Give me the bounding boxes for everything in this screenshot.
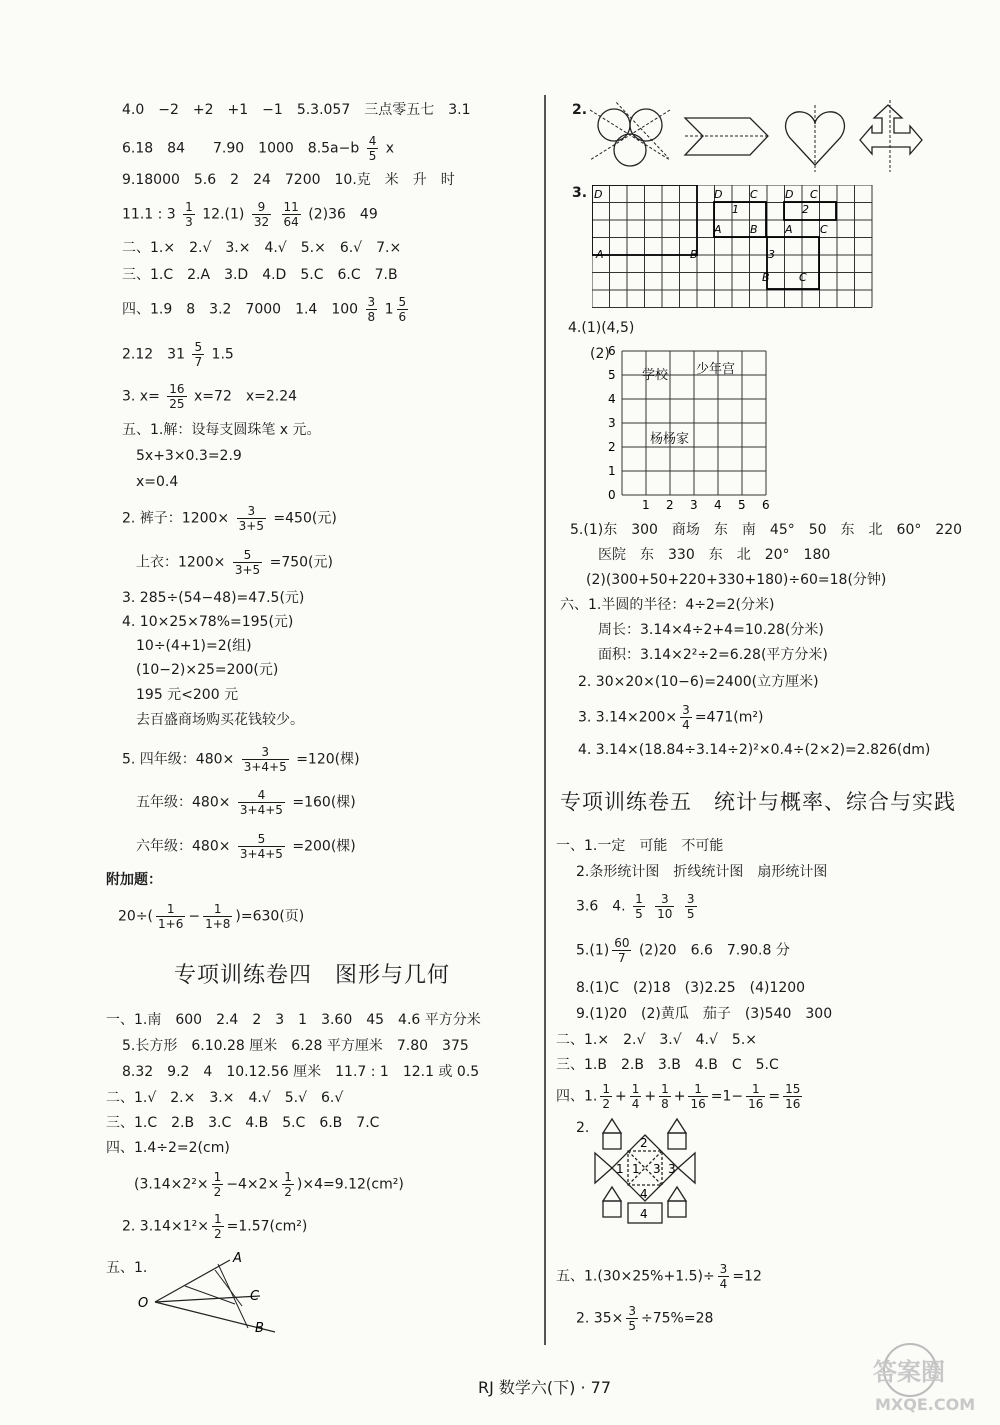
numerator: 1: [746, 1082, 765, 1097]
fraction: [783, 1082, 802, 1111]
denominator: 7: [618, 951, 626, 965]
q4-part2-label: (2): [590, 346, 610, 362]
school-label: 学校: [642, 368, 669, 383]
q3-label: 3.: [572, 185, 588, 201]
castle-label: 3: [668, 1162, 676, 1176]
text: =200(棵): [292, 838, 356, 855]
stat-section-2: 二、1.× 2.√ 3.√ 4.√ 5.×: [556, 1032, 758, 1048]
grid-label: C: [820, 223, 828, 236]
numerator: 5: [398, 295, 407, 309]
grid-label: D: [785, 188, 794, 201]
fraction: [252, 200, 271, 229]
shape-outline: [767, 237, 819, 289]
text: 12.(1): [202, 206, 245, 223]
text: 四、1.: [556, 1088, 598, 1105]
page-footer: RJ 数学六(下) · 77: [478, 1378, 612, 1397]
section-2-answers: 二、1.× 2.√ 3.× 4.√ 5.× 6.√ 7.×: [122, 240, 402, 256]
section-5-q5-line-2: [136, 788, 356, 817]
text: 五、1.(30×25%+1.5)÷: [556, 1268, 715, 1285]
denominator: 1+8: [205, 917, 231, 931]
numerator: 1: [213, 1212, 222, 1226]
numerator: 3: [237, 504, 266, 519]
q5-line-3: (2)(300+50+220+330+180)÷60=18(分钟): [586, 572, 887, 588]
x-tick-label: 6: [762, 498, 770, 512]
text: 1: [384, 301, 394, 318]
geo-section-1-line-1: 一、1.南 600 2.4 2 3 1 3.60 45 4.6 平方分米: [106, 1012, 481, 1028]
grid-label: 2: [802, 203, 809, 216]
grid-figure: [592, 185, 892, 310]
q5-line-2: 医院 东 330 东 北 20° 180: [598, 547, 831, 563]
geo-section-1-line-3: 8.32 9.2 4 10.12.56 厘米 11.7 : 1 12.1 或 0.5: [122, 1064, 480, 1080]
bonus-answer: [118, 902, 304, 931]
text: =750(元): [269, 554, 333, 571]
fraction: [282, 1170, 294, 1199]
x-tick-label: 2: [666, 498, 674, 512]
numerator: 3: [655, 892, 674, 907]
denominator: 3+4+5: [243, 760, 287, 774]
numerator: 3: [628, 1304, 636, 1318]
section-5-q5-line-3: [136, 832, 356, 861]
fraction: [212, 1170, 224, 1199]
numerator: 3: [682, 703, 690, 717]
text: 五年级：480×: [136, 794, 231, 811]
symmetry-figures: [590, 100, 950, 175]
stat-section-1-q9: 9.(1)20 (2)黄瓜 茄子 (3)540 300: [576, 1006, 833, 1022]
equation: 10÷(4+1)=2(组): [136, 638, 252, 654]
perimeter-calc: 周长：3.14×4÷2+4=10.28(分米): [598, 622, 824, 638]
text: =120(棵): [296, 751, 360, 768]
y-tick-label: 6: [608, 345, 616, 358]
castle-label: 4: [640, 1207, 648, 1221]
text: 3.6 4.: [576, 898, 626, 915]
numerator: 1: [631, 1082, 640, 1096]
denominator: 16: [785, 1097, 801, 1111]
numerator: 1: [185, 200, 193, 214]
section-4-line-3: [122, 382, 297, 411]
fraction: [366, 295, 378, 324]
ray-oc: [155, 1296, 260, 1302]
numerator: 1: [688, 1082, 707, 1097]
numerator: 9: [252, 200, 271, 215]
geo-section-2: 二、1.√ 2.× 3.× 4.√ 5.√ 6.√: [106, 1090, 344, 1106]
text: )×4=9.12(cm²): [296, 1176, 404, 1193]
section-4-line-2: [122, 340, 234, 369]
denominator: 10: [657, 907, 673, 921]
text: =450(元): [273, 510, 337, 527]
label-o: O: [138, 1296, 149, 1311]
stat-section-4-q1: 四、1. $\frac{1}{2}$ + $\frac{1}{4}$ + $\frac{1}{8}$ + $\frac{1}{16}$ =1− $\frac{1}{16}$ = $\frac{15}{16}$: [556, 1082, 801, 1111]
tower-roof: [668, 1119, 686, 1133]
numerator: 11: [283, 200, 299, 214]
column-divider: [544, 95, 546, 1345]
stat-section-5-q2: [576, 1304, 713, 1333]
grid-label: D: [714, 188, 723, 201]
y-tick-label: 3: [608, 416, 616, 430]
castle-figure: [590, 1115, 700, 1240]
fraction: [680, 703, 692, 732]
x-tick-label: 4: [714, 498, 722, 512]
tower: [668, 1201, 686, 1217]
stat-section-1-q1: 一、1.一定 可能 不可能: [556, 838, 724, 854]
castle-label: 1: [632, 1162, 640, 1176]
text: x=72 x=2.24: [194, 388, 298, 405]
denominator: 6: [398, 310, 407, 324]
denominator: 64: [283, 215, 299, 229]
fraction: [156, 902, 185, 931]
geo-section-5-label: 五、1.: [106, 1260, 148, 1276]
tower-roof: [603, 1187, 621, 1201]
denominator: 1+6: [158, 917, 184, 931]
text: =471(m²): [694, 709, 764, 726]
coordinate-grid: [600, 345, 800, 515]
castle-label: 1: [616, 1162, 624, 1176]
watermark-logo: [835, 1340, 985, 1415]
fraction: [630, 1082, 642, 1111]
tower: [668, 1133, 686, 1149]
grid-label: A: [714, 223, 722, 236]
numerator: 5: [233, 548, 262, 563]
q4-part1: 4.(1)(4,5): [568, 320, 635, 336]
stat-section-5-q1: [556, 1262, 762, 1291]
grid-label: B: [750, 223, 758, 236]
fraction: [633, 892, 645, 921]
watermark-title: 答案圈: [873, 1358, 945, 1386]
fraction: [233, 548, 262, 577]
fraction: [238, 788, 285, 817]
numerator: 4: [368, 134, 377, 148]
castle-label: 2: [640, 1136, 648, 1150]
section-heading-5: 专项训练卷五 统计与概率、综合与实践: [560, 790, 956, 814]
shape-outline: [784, 202, 836, 220]
geo-section-4-q2: [122, 1212, 307, 1241]
equation: (10−2)×25=200(元): [136, 662, 279, 678]
denominator: 4: [682, 718, 690, 732]
numerator: 1: [602, 1082, 610, 1096]
text: 四、1.9 8 3.2 7000 1.4 100: [122, 301, 359, 318]
heart-shape: [786, 105, 845, 172]
answer-line-9-10: 9.18000 5.6 2 24 7200 10.克 米 升 时: [122, 172, 455, 188]
fraction: [203, 902, 232, 931]
x-tick-label: 1: [642, 498, 650, 512]
denominator: 3+5: [238, 519, 264, 533]
three-circles: [590, 100, 670, 168]
text: =1.57(cm²): [226, 1218, 308, 1235]
numerator: 3: [242, 745, 289, 760]
denominator: 32: [253, 215, 270, 229]
section-6-q2: 2. 30×20×(10−6)=2400(立方厘米): [578, 674, 819, 690]
denominator: 3+5: [234, 563, 261, 577]
text: =160(棵): [292, 794, 356, 811]
text: −4×2×: [226, 1176, 280, 1193]
grid-label: B: [690, 248, 698, 261]
text: 20÷(: [118, 908, 154, 925]
numerator: 16: [169, 382, 185, 396]
denominator: 3+4+5: [239, 803, 283, 817]
origin-label: 0: [608, 488, 616, 502]
denominator: 7: [194, 355, 203, 369]
geo-section-4-q1: 四、1.4÷2=2(cm): [106, 1140, 230, 1156]
denominator: 3+4+5: [239, 847, 283, 861]
grid-label: A: [785, 223, 793, 236]
denominator: 8: [661, 1097, 669, 1111]
denominator: 2: [213, 1227, 222, 1241]
numerator: 1: [661, 1082, 669, 1096]
fraction: [192, 340, 204, 369]
section-5-q2-line-2: [136, 548, 333, 577]
stat-section-3: 三、1.B 2.B 3.B 4.B C 5.C: [556, 1057, 779, 1073]
stat-section-1-q5-7: [576, 936, 790, 965]
section-6-q4: 4. 3.14×(18.84÷3.14÷2)²×0.4÷(2×2)=2.826(dm): [578, 742, 931, 758]
denominator: 5: [628, 1319, 636, 1333]
y-tick-label: 4: [608, 392, 616, 406]
denominator: 3: [185, 215, 193, 229]
denominator: 2: [213, 1185, 222, 1199]
text: 3. 3.14×200×: [578, 709, 678, 726]
home-label: 杨杨家: [650, 432, 690, 447]
conclusion: 去百盛商场购买花钱较少。: [136, 712, 304, 728]
y-tick-label: 5: [608, 368, 616, 382]
denominator: 5: [635, 907, 643, 921]
text: 2.12 31: [122, 346, 185, 363]
denominator: 16: [690, 1097, 706, 1111]
section-5-q2-line-1: [122, 504, 337, 533]
stat-section-1-q8: 8.(1)C (2)18 (3)2.25 (4)1200: [576, 980, 806, 996]
castle-label: 4: [640, 1187, 648, 1201]
text: 6.18 84 7.90 1000 8.5a−b: [122, 140, 360, 157]
fraction: [242, 745, 289, 774]
denominator: 4: [719, 1277, 728, 1291]
denominator: 25: [169, 397, 185, 411]
text: (3.14×2²×: [134, 1176, 209, 1193]
grid-label: 3: [768, 248, 775, 261]
label-a: A: [233, 1251, 242, 1266]
text: 5.(1): [576, 942, 610, 959]
numerator: 1: [284, 1170, 292, 1184]
equation: x=0.4: [136, 474, 179, 490]
text: (2)20 6.6 7.90.8 分: [638, 942, 790, 959]
label-c: C: [250, 1289, 260, 1304]
parallel-line: [185, 1286, 235, 1304]
section-6-q3: [578, 703, 763, 732]
tower: [603, 1201, 621, 1217]
text: =12: [732, 1268, 762, 1285]
denominator: 4: [631, 1097, 640, 1111]
x-tick-label: 5: [738, 498, 746, 512]
text: 11.1 : 3: [122, 206, 176, 223]
numerator: 1: [213, 1170, 222, 1184]
grid-label: C: [750, 188, 758, 201]
geo-section-1-line-2: 5.长方形 6.10.28 厘米 6.28 平方厘米 7.80 375: [122, 1038, 469, 1054]
text: 1.5: [211, 346, 234, 363]
grid-label: C: [799, 271, 807, 284]
answer-line-6-8: [122, 134, 394, 163]
text: (2)36 49: [308, 206, 378, 223]
denominator: 5: [686, 907, 695, 921]
text: x: [385, 140, 395, 157]
text: 3. x=: [122, 388, 160, 405]
fraction: [237, 504, 266, 533]
q2-label: 2.: [572, 102, 588, 118]
y-tick-label: 2: [608, 440, 616, 454]
q5-line-1: 5.(1)东 300 商场 东 南 45° 50 东 北 60° 220: [570, 522, 963, 538]
text: =1−: [710, 1088, 744, 1105]
fraction: [655, 892, 674, 921]
fraction: [238, 832, 285, 861]
denominator: 5: [368, 149, 377, 163]
fraction: [167, 382, 186, 411]
fraction: [612, 936, 631, 965]
side-triangle: [595, 1153, 612, 1183]
angle-diagram: [130, 1250, 290, 1340]
grid-label: 1: [732, 203, 739, 216]
numerator: 60: [614, 936, 630, 950]
fraction: [397, 295, 409, 324]
answer-line-11-12: [122, 200, 378, 229]
fraction: [688, 1082, 707, 1111]
section-5-q1: 五、1.解：设每支圆珠笔 x 元。: [122, 422, 321, 438]
side-triangle: [678, 1153, 695, 1183]
stat-section-4-q2-label: 2.: [576, 1120, 590, 1136]
section-5-q3: 3. 285÷(54−48)=47.5(元): [122, 590, 305, 606]
tower-roof: [668, 1187, 686, 1201]
section-heading-4: 专项训练卷四 图形与几何: [174, 963, 451, 988]
geo-section-4-calc: [134, 1170, 404, 1199]
text: 六年级：480×: [136, 838, 231, 855]
fraction: [183, 200, 195, 229]
stat-section-1-q2: 2.条形统计图 折线统计图 扇形统计图: [576, 864, 828, 880]
fraction: [659, 1082, 671, 1111]
text: ÷75%=28: [641, 1310, 714, 1327]
numerator: 1: [635, 892, 643, 906]
grid-label: C: [810, 188, 818, 201]
section-5-q5-line-1: [122, 745, 360, 774]
answer-line-4-5: 4.0 −2 +2 +1 −1 5.3.057 三点零五七 3.1: [122, 102, 471, 118]
text: −: [188, 908, 201, 925]
youth-palace-label: 少年宫: [696, 362, 736, 377]
label-b: B: [255, 1321, 264, 1336]
section-3-answers: 三、1.C 2.A 3.D 4.D 5.C 6.C 7.B: [122, 267, 398, 283]
text: 上衣：1200×: [136, 554, 226, 571]
numerator: 1: [156, 902, 185, 917]
numerator: 5: [194, 340, 203, 354]
denominator: 8: [367, 310, 376, 324]
section-5-q4: 4. 10×25×78%=195(元): [122, 614, 294, 630]
numerator: 3: [686, 892, 695, 906]
y-tick-label: 1: [608, 464, 616, 478]
tower: [603, 1133, 621, 1149]
text: 2. 裤子：1200×: [122, 510, 230, 527]
numerator: 4: [238, 788, 285, 803]
stat-section-1-q3-4: [576, 892, 700, 921]
fraction: [718, 1262, 730, 1291]
equation: 195 元<200 元: [136, 687, 239, 703]
fraction: [212, 1212, 224, 1241]
arrow-shape: [685, 118, 770, 155]
grid-label: D: [594, 188, 603, 201]
numerator: 3: [719, 1262, 728, 1276]
denominator: 2: [602, 1097, 610, 1111]
denominator: 16: [748, 1097, 764, 1111]
text: 2. 35×: [576, 1310, 624, 1327]
bonus-label: 附加题：: [106, 872, 162, 888]
fraction: [282, 200, 301, 229]
fraction: [746, 1082, 765, 1111]
text: 2. 3.14×1²×: [122, 1218, 209, 1235]
castle-label: 3: [653, 1162, 661, 1176]
fraction: [600, 1082, 612, 1111]
text: )=630(页): [235, 908, 305, 925]
watermark-url: MXQE.COM: [875, 1395, 976, 1414]
numerator: 3: [367, 295, 376, 309]
section-6-q1: 六、1.半圆的半径：4÷2=2(分米): [560, 597, 775, 613]
fraction: [685, 892, 697, 921]
text: 5. 四年级：480×: [122, 751, 235, 768]
fraction: [626, 1304, 638, 1333]
tower-roof: [603, 1119, 621, 1133]
perpendicular-line: [215, 1270, 242, 1306]
section-4-line-1: [122, 295, 411, 324]
grid-label: A: [596, 248, 604, 261]
grid-label: B: [762, 271, 770, 284]
numerator: 5: [238, 832, 285, 847]
x-tick-label: 3: [690, 498, 698, 512]
fraction: [367, 134, 379, 163]
numerator: 1: [203, 902, 232, 917]
denominator: 2: [284, 1185, 292, 1199]
equation: 5x+3×0.3=2.9: [136, 448, 242, 464]
cross-arrows: [860, 100, 922, 172]
geo-section-3: 三、1.C 2.B 3.C 4.B 5.C 6.B 7.C: [106, 1115, 380, 1131]
numerator: 15: [785, 1082, 801, 1096]
area-calc: 面积：3.14×2²÷2=6.28(平方分米): [598, 647, 828, 663]
